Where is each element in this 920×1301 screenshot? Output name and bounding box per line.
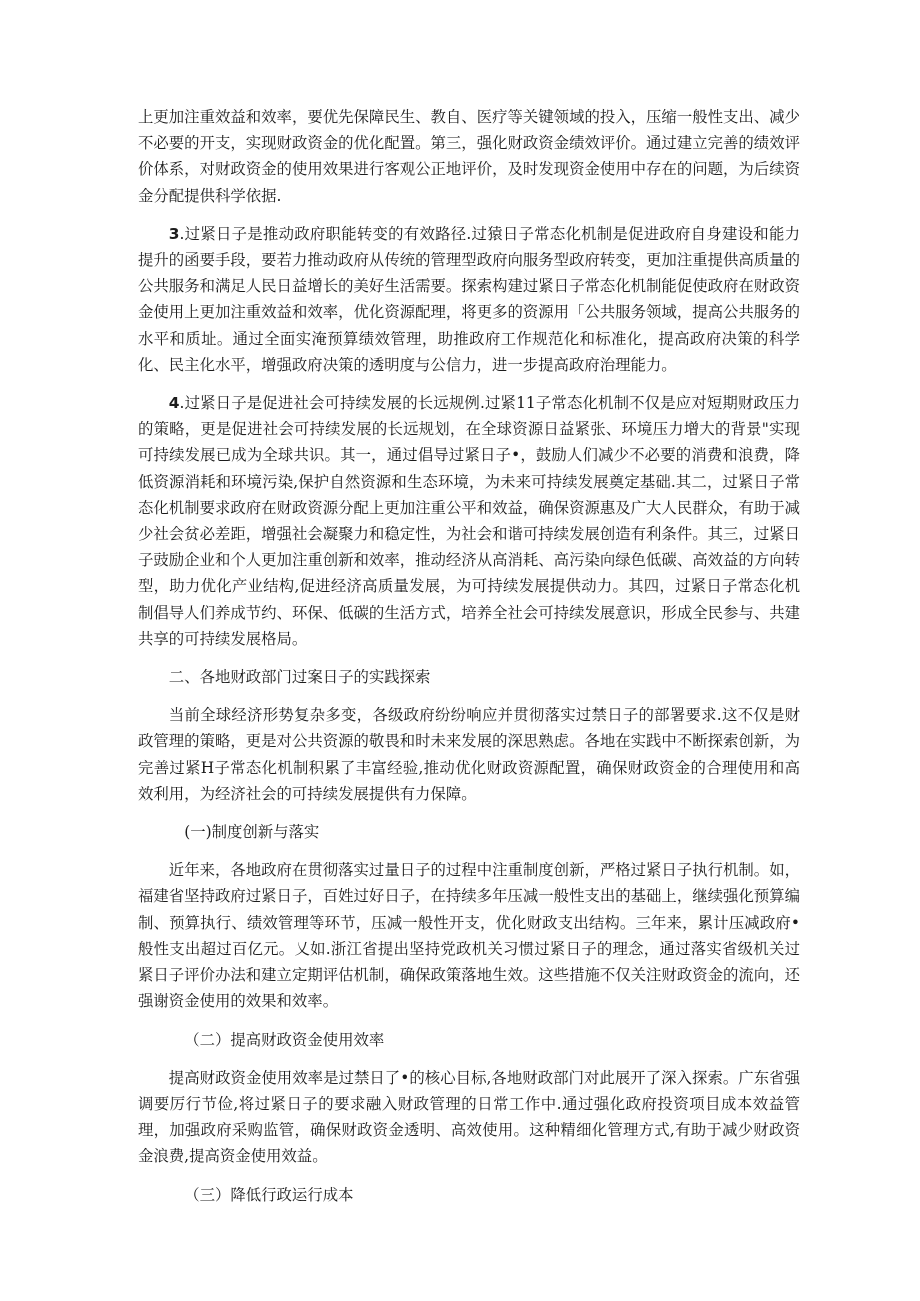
- subsection-heading-1: (一)制度创新与落实: [184, 823, 320, 842]
- paragraph-continuation: 上更加注重效益和效率，要优先保障民生、教自、医疗等关键领域的投入，压缩一般性支出、减少不必要的开支，实现财政资金的优化配置。第三，强化财政资金绩效评价。通过建立完善的绩效评价体系，对财政资金的使用效果进行客观公正地评价，及时发现资金使用中存在的问题，为后续资金分配提供科学依据.: [138, 108, 800, 205]
- paragraph-section-2-intro: 当前全球经济形势复杂多变，各级政府纷纷响应并贯彻落实过禁日子的部署要求.这不仅是财政管理的策略，更是对公共资源的敬畏和时未来发展的深思熟虑。各地在实践中不断探索创新，为完善过紧H子常态化机制积累了丰富经验,推动优化财政资源配置，确保财政资金的合理使用和高效利用，为经济社会的可持续发展提供有力保障。: [138, 706, 800, 803]
- point-number-4: 4: [168, 394, 180, 413]
- paragraph-point-4: [138, 390, 800, 652]
- subsection-heading-2: （二）提高财政资金使用效率: [184, 1030, 385, 1049]
- paragraph-fund-efficiency: 提高财政资金使用效率是过禁日了•的核心目标,各地财政部门对此展开了深入探索。广东省强调要厉行节俭,将过紧日子的要求融入财政管理的日常工作中.通过强化政府投资项目成本效益管理，加强政府采购监管，确保财政资金透明、高效使用。这种精细化管理方式,有助于减少财政资金浪费,提高资金使用效益。: [138, 1068, 800, 1166]
- point-3-text: .过紧日子是推动政府职能转变的有效路径.过猿日子常态化机制是促进政府自身建设和能力提升的函要手段，要若力推动政府从传统的管理型政府向服务型政府转变，更加注重提供高质量的公共服务和满足人民日益增长的美好生活需要。探索构建过紧日子常态化机制能促使政府在财政资金使用上更加注重效益和效率，优化资源配理，将更多的资源用「公共服务领域，提高公共服务的水平和质址。通过全面实淹预算绩效管理，助推政府工作规范化和标准化，提高政府决策的科学化、民主化水平，增强政府决策的透明度与公信力，进一步提高政府治理能力。: [138, 224, 800, 374]
- point-4-text: .过紧日子是促进社会可持续发展的长远规例.过紧11子常态化机制不仅是应对短期财政压力的策略，更是促进社会可持续发展的长远规划，在全球资源日益紧张、环境压力增大的背景"实现可持续发展已成为全球共识。其一，通过倡导过紧日子•，鼓励人们减少不必要的消费和浪费，降低资源消耗和环境污染,保护自然资源和生态环境，为未来可持续发展奠定基础.其二，过紧日子常态化机制要求政府在财政资源分配上更加注重公平和效益，确保资源惠及广大人民群众，有助于减少社会贫必差距，增强社会凝聚力和稳定性，为社会和谐可持续发展创造有利条件。其三，过紧日子豉励企业和个人更加注重创新和效率，推动经济从高消耗、高污染向绿色低碳、高效益的方向转型，助力优化产业结构,促进经济高质量发展，为可持续发展提供动力。其四，过紧日子常态化机制倡导人们养成节约、环保、低碳的生活方式，培养全社会可持续发展意识，形成全民参与、共建共享的可持续发展格局。: [138, 394, 800, 648]
- paragraph-institutional-innovation: 近年来，各地政府在贯彻落实过量日子的过程中注重制度创新，严格过紧日子执行机制。如，福建省坚持政府过紧日子，百姓过好日子，在持续多年压减一般性支出的基础上，继续强化预算编制、预算执行、绩效管理等环节，压减一般性开支，优化财政支出结构。三年来，累计压减政府•般性支出超过百亿元。乂如.浙江省提出坚持党政机关习惯过紧日子的理念，通过落实省级机关过紧日子评价办法和建立定期评估机制，确保政策落地生效。这些措施不仅关注财政资金的流向，还强谢资金使用的效果和效率。: [138, 861, 800, 1011]
- paragraph-point-3: [138, 221, 800, 378]
- subsection-heading-3: （三）降低行政运行成本: [184, 1185, 354, 1204]
- document-body: [138, 104, 800, 1208]
- section-heading-2: 二、各地财政部门过案日子的实践探索: [168, 668, 431, 687]
- point-number-3: 3: [168, 224, 180, 243]
